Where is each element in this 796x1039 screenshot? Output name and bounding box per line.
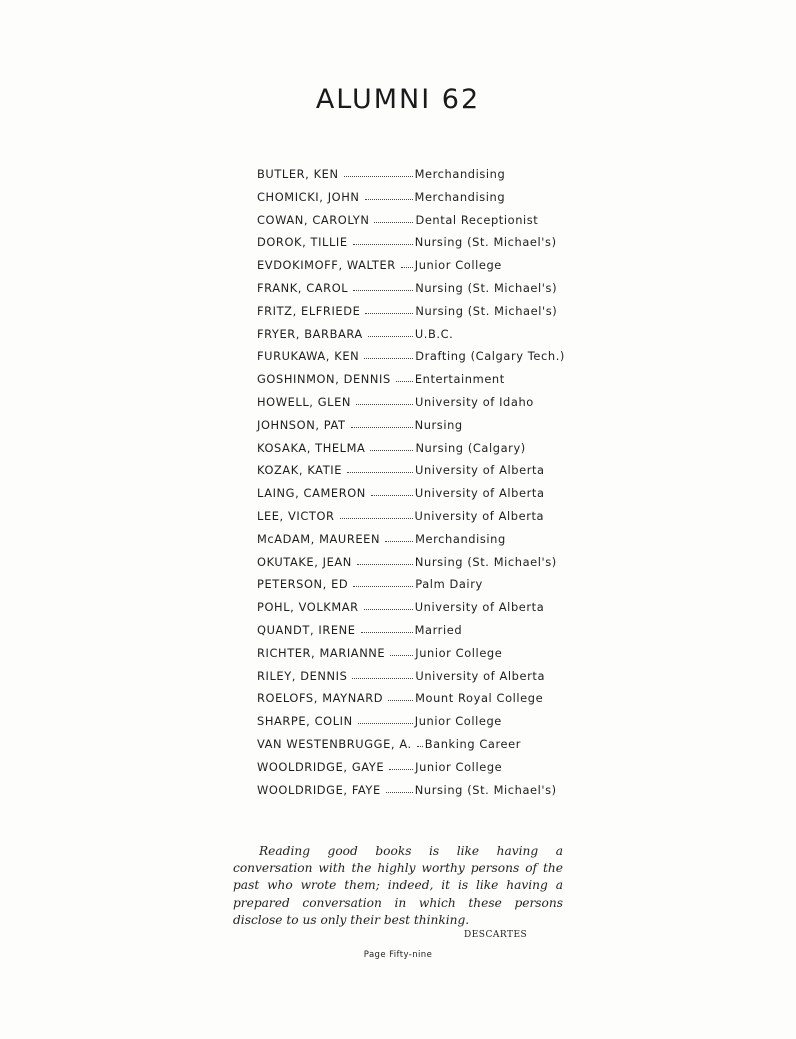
dot-leader: [353, 586, 413, 587]
alumni-name: BUTLER, KEN: [257, 167, 339, 181]
alumni-destination: University of Idaho: [415, 394, 534, 409]
dot-leader: [361, 632, 413, 633]
alumni-list: [257, 163, 587, 801]
alumni-name: FURUKAWA, KEN: [257, 349, 360, 364]
alumni-name: LAING, CAMERON: [257, 486, 366, 501]
alumni-row: [257, 482, 587, 505]
alumni-destination: Junior College: [414, 258, 502, 273]
dot-leader: [371, 495, 413, 496]
alumni-destination: Mount Royal College: [415, 691, 544, 706]
alumni-destination: Palm Dairy: [415, 577, 483, 592]
dot-leader: [347, 472, 413, 473]
dot-leader: [351, 427, 413, 428]
alumni-destination: Nursing: [414, 417, 463, 432]
alumni-destination: Nursing (St. Michael's): [415, 303, 558, 318]
alumni-destination: U.B.C.: [414, 326, 454, 341]
page-title: ALUMNI 62: [315, 84, 481, 115]
dot-leader: [390, 655, 413, 656]
alumni-name: WOOLDRIDGE, GAYE: [257, 759, 385, 774]
alumni-row: [257, 551, 587, 574]
alumni-row: [257, 323, 587, 346]
alumni-name: McADAM, MAUREEN: [257, 531, 381, 546]
dot-leader: [364, 358, 413, 359]
dot-leader: [352, 678, 413, 679]
alumni-destination: Junior College: [414, 714, 502, 729]
dot-leader: [364, 609, 413, 610]
dot-leader: [368, 336, 413, 337]
alumni-destination: University of Alberta: [415, 463, 545, 478]
alumni-destination: Merchandising: [414, 167, 506, 181]
alumni-name: FRYER, BARBARA: [257, 326, 363, 341]
quote-author: DESCARTES: [464, 930, 528, 940]
alumni-row: [257, 345, 587, 368]
dot-leader: [357, 564, 413, 565]
alumni-name: COWAN, CAROLYN: [257, 212, 370, 227]
alumni-name: FRANK, CAROL: [257, 280, 349, 295]
dot-leader: [386, 792, 413, 793]
dot-leader: [353, 244, 413, 245]
dot-leader: [344, 176, 413, 177]
alumni-destination: Banking Career: [424, 736, 522, 751]
alumni-name: QUANDT, IRENE: [257, 622, 356, 637]
alumni-row: [257, 733, 587, 756]
alumni-row: [257, 665, 587, 688]
alumni-destination: Nursing (St. Michael's): [414, 554, 557, 569]
alumni-name: KOSAKA, THELMA: [257, 440, 366, 455]
alumni-row: [257, 642, 587, 665]
alumni-row: [257, 779, 587, 802]
alumni-name: WOOLDRIDGE, FAYE: [257, 782, 381, 797]
alumni-name: ROELOFS, MAYNARD: [257, 691, 384, 706]
dot-leader: [401, 267, 413, 268]
alumni-row: [257, 756, 587, 779]
alumni-row: [257, 231, 587, 254]
dot-leader: [356, 404, 413, 405]
alumni-name: HOWELL, GLEN: [257, 394, 352, 409]
alumni-name: CHOMICKI, JOHN: [257, 189, 360, 204]
alumni-destination: Junior College: [415, 759, 503, 774]
alumni-destination: Drafting (Calgary Tech.): [415, 349, 565, 364]
page-number: Page Fifty-nine: [363, 950, 433, 960]
alumni-destination: Dental Receptionist: [415, 212, 539, 227]
alumni-row: [257, 368, 587, 391]
dot-leader: [374, 222, 413, 223]
alumni-destination: University of Alberta: [415, 668, 546, 683]
alumni-row: [257, 300, 587, 323]
alumni-name: KOZAK, KATIE: [257, 463, 343, 478]
alumni-name: JOHNSON, PAT: [257, 417, 346, 432]
alumni-destination: University of Alberta: [414, 600, 545, 615]
alumni-row: [257, 186, 587, 209]
alumni-name: FRITZ, ELFRIEDE: [257, 303, 361, 318]
alumni-name: RILEY, DENNIS: [257, 668, 348, 683]
alumni-row: [257, 459, 587, 482]
alumni-name: RICHTER, MARIANNE: [257, 645, 386, 660]
alumni-name: DOROK, TILLIE: [257, 235, 348, 250]
alumni-name: VAN WESTENBRUGGE, A.: [257, 736, 412, 751]
alumni-destination: Merchandising: [414, 189, 506, 204]
dot-leader: [370, 450, 413, 451]
dot-leader: [365, 313, 413, 314]
dot-leader: [389, 769, 413, 770]
dot-leader: [353, 290, 413, 291]
alumni-name: SHARPE, COLIN: [257, 714, 353, 729]
alumni-row: [257, 619, 587, 642]
alumni-row: [257, 505, 587, 528]
alumni-row: [257, 277, 587, 300]
alumni-row: [257, 414, 587, 437]
alumni-name: GOSHINMON, DENNIS: [257, 372, 391, 387]
alumni-destination: Married: [414, 622, 463, 637]
alumni-row: [257, 209, 587, 232]
dot-leader: [396, 381, 413, 382]
alumni-row: [257, 687, 587, 710]
alumni-destination: Nursing (Calgary): [415, 440, 526, 455]
alumni-row: [257, 528, 587, 551]
dot-leader: [385, 541, 413, 542]
alumni-row: [257, 437, 587, 460]
dot-leader: [358, 723, 413, 724]
alumni-destination: Entertainment: [414, 372, 505, 387]
alumni-destination: University of Alberta: [414, 508, 545, 523]
alumni-destination: Nursing (St. Michael's): [414, 235, 557, 250]
dot-leader: [388, 700, 413, 701]
alumni-destination: Junior College: [415, 645, 503, 660]
dot-leader: [417, 746, 423, 747]
alumni-row: [257, 163, 587, 186]
alumni-destination: University of Alberta: [414, 486, 545, 501]
alumni-row: [257, 573, 587, 596]
alumni-destination: Nursing (St. Michael's): [414, 782, 557, 797]
alumni-destination: Merchandising: [415, 531, 506, 546]
alumni-name: LEE, VICTOR: [257, 508, 335, 523]
alumni-destination: Nursing (St. Michael's): [415, 280, 558, 295]
alumni-name: PETERSON, ED: [257, 577, 349, 592]
dot-leader: [365, 199, 413, 200]
dot-leader: [340, 518, 413, 519]
alumni-row: [257, 254, 587, 277]
alumni-row: [257, 391, 587, 414]
quote-text: Reading good books is like having a conversation with the highly worthy persons of the past who wrote them; indeed, it is like having a prepared conversation in which these persons disclose to us only their best thinking.: [233, 844, 563, 927]
alumni-row: [257, 710, 587, 733]
alumni-row: [257, 596, 587, 619]
alumni-name: OKUTAKE, JEAN: [257, 554, 352, 569]
alumni-name: EVDOKIMOFF, WALTER: [257, 258, 396, 273]
alumni-name: POHL, VOLKMAR: [257, 600, 359, 615]
